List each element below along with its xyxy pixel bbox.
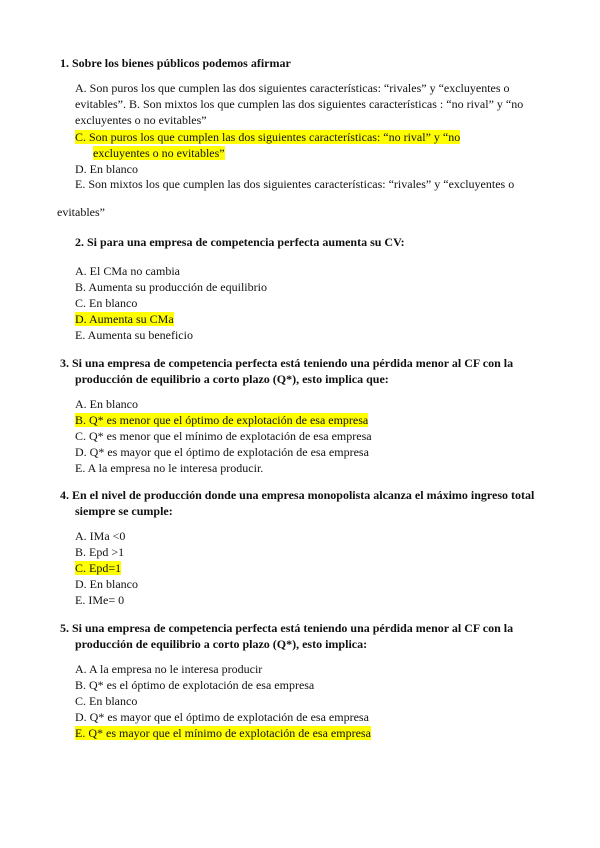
q3-option-c: C. Q* es menor que el mínimo de explotación de esa empresa xyxy=(75,429,372,443)
q5-option-c: C. En blanco xyxy=(75,694,138,708)
q3-option-a: A. En blanco xyxy=(75,397,138,411)
q2-option-b: B. Aumenta su producción de equilibrio xyxy=(75,280,267,294)
q1-option-c-highlight-2: excluyentes o no evitables” xyxy=(93,146,225,160)
question-4-title-line-1: 4. En el nivel de producción donde una empresa monopolista alcanza el máximo ingreso total xyxy=(60,488,535,502)
q1-option-e-line-2: evitables” xyxy=(57,205,105,219)
q1-option-c-line-1 xyxy=(75,129,460,145)
question-5-title-line-2: producción de equilibrio a corto plazo (Q*), esto implica: xyxy=(75,637,368,651)
question-3-title-line-2: producción de equilibrio a corto plazo (Q*), esto implica que: xyxy=(75,372,389,386)
q5-option-b: B. Q* es el óptimo de explotación de esa empresa xyxy=(75,678,315,692)
q1-line-1: A. Son puros los que cumplen las dos siguientes características: “rivales” y “excluyentes o xyxy=(75,81,510,95)
q5-option-a: A. A la empresa no le interesa producir xyxy=(75,662,263,676)
q4-option-c-highlight: C. Epd=1 xyxy=(75,561,122,575)
q4-option-e: E. IMe= 0 xyxy=(75,593,125,607)
q1-option-e-line-1: E. Son mixtos los que cumplen las dos siguientes características: “rivales” y “excluyentes o xyxy=(75,177,515,191)
question-1-title: 1. Sobre los bienes públicos podemos afirmar xyxy=(60,56,291,70)
q3-option-d: D. Q* es mayor que el óptimo de explotación de esa empresa xyxy=(75,445,369,459)
q1-option-c-highlight-1: C. Son puros los que cumplen las dos siguientes características: “no rival” y “no xyxy=(75,130,461,144)
question-4-title-line-2: siempre se cumple: xyxy=(75,504,173,518)
q4-option-a: A. IMa <0 xyxy=(75,529,126,543)
q5-option-e xyxy=(75,725,371,741)
q4-option-b: B. Epd >1 xyxy=(75,545,125,559)
question-3-title-line-1: 3. Si una empresa de competencia perfecta está teniendo una pérdida menor al CF con la xyxy=(60,356,514,370)
q3-option-b-highlight: B. Q* es menor que el óptimo de explotación de esa empresa xyxy=(75,413,369,427)
q2-option-a: A. El CMa no cambia xyxy=(75,264,180,278)
q3-option-e: E. A la empresa no le interesa producir. xyxy=(75,461,264,475)
question-5-title-line-1: 5. Si una empresa de competencia perfecta está teniendo una pérdida menor al CF con la xyxy=(60,621,514,635)
q5-option-e-highlight: E. Q* es mayor que el mínimo de explotación de esa empresa xyxy=(75,726,371,740)
q3-option-b xyxy=(75,412,368,428)
q2-option-d xyxy=(75,311,174,327)
q1-option-c-line-2 xyxy=(93,145,225,161)
question-2-title: 2. Si para una empresa de competencia perfecta aumenta su CV: xyxy=(75,235,405,249)
q1-line-2: evitables”. B. Son mixtos los que cumplen las dos siguientes características : “no rival” y “no xyxy=(75,97,524,111)
q4-option-d: D. En blanco xyxy=(75,577,138,591)
q2-option-c: C. En blanco xyxy=(75,296,138,310)
q2-option-e: E. Aumenta su beneficio xyxy=(75,328,193,342)
q1-option-d: D. En blanco xyxy=(75,162,138,176)
q1-line-3: excluyentes o no evitables” xyxy=(75,113,207,127)
q2-option-d-highlight: D. Aumenta su CMa xyxy=(75,312,174,326)
q4-option-c xyxy=(75,560,121,576)
q5-option-d: D. Q* es mayor que el óptimo de explotación de esa empresa xyxy=(75,710,369,724)
